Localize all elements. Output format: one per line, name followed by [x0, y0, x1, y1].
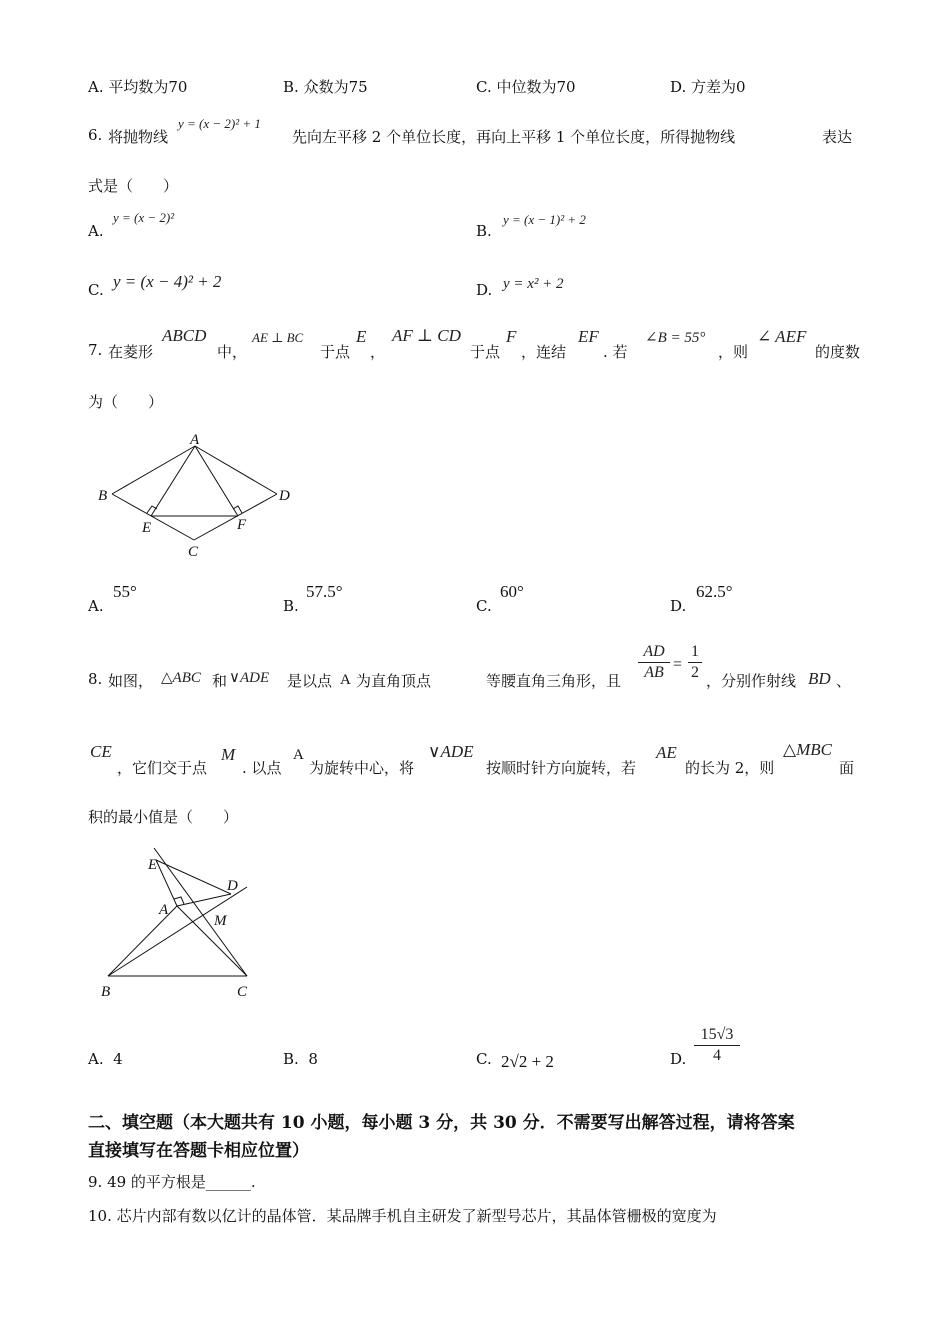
- q7-fig-label-d: D: [279, 488, 290, 504]
- q8-ray-ce: CE: [90, 742, 112, 761]
- q8-text-4: 为直角顶点: [356, 672, 432, 690]
- q8-text-9: . 以点: [242, 759, 282, 777]
- q8-fig-label-a: A: [159, 902, 169, 918]
- q6-option-b-expr: y = (x − 1)² + 2: [503, 212, 586, 227]
- q7-fig-label-c: C: [188, 544, 199, 560]
- q6-text-3: 表达: [822, 128, 853, 146]
- q8-text-7: 、: [836, 672, 852, 690]
- q7-perp-ae-bc: AE ⊥ BC: [252, 330, 304, 345]
- q6-option-c-letter: C.: [88, 281, 104, 299]
- q7-option-a-value: 55°: [113, 582, 137, 601]
- q6-option-a-expr: y = (x − 2)²: [113, 210, 175, 225]
- q7-fig-label-a: A: [190, 432, 200, 448]
- q6-option-c-expr: y = (x − 4)² + 2: [113, 272, 222, 291]
- q6-option-a-letter: A.: [88, 222, 104, 240]
- q8-text-3: 是以点: [287, 672, 333, 690]
- q6-option-d-letter: D.: [476, 281, 493, 299]
- q7-text-3: 于点: [320, 343, 351, 361]
- q6-option-b-letter: B.: [476, 222, 492, 240]
- section-2-title-line-1: 二、填空题（本大题共有 10 小题，每小题 3 分，共 30 分．不需要写出解答过程，请将答案: [88, 1113, 795, 1133]
- q8-text-6: ，分别作射线: [706, 672, 797, 690]
- q8-text-13: 面: [839, 759, 855, 777]
- q8-triangle-ade: ∨ADE: [229, 670, 270, 686]
- q8-point-a: A: [340, 672, 351, 688]
- q8-text: 如图，: [108, 672, 154, 690]
- q8-ray-bd: BD: [808, 669, 831, 688]
- q7-option-d-letter: D.: [670, 597, 687, 615]
- q8-option-d-fraction: [694, 1026, 740, 1065]
- q8-fraction-numerator: AD: [643, 643, 665, 660]
- q8-fig-label-b: B: [101, 984, 111, 1000]
- q7-point-e: E: [356, 327, 367, 346]
- q7-option-b-value: 57.5°: [306, 582, 343, 601]
- q8-equals: =: [673, 656, 683, 673]
- q8-text-2: 和: [212, 672, 228, 690]
- q5-option-a: A. 平均数为70: [88, 78, 188, 96]
- q6-parabola-expr: y = (x − 2)² + 1: [178, 116, 261, 131]
- q8-text-5: 等腰直角三角形，且: [486, 672, 622, 690]
- q7-text-4: 于点: [470, 343, 501, 361]
- q8-fig-label-c: C: [237, 984, 248, 1000]
- q7-point-f: F: [506, 327, 517, 346]
- q8-option-b: B. 8: [283, 1050, 318, 1068]
- q7-text: 在菱形: [108, 343, 154, 361]
- q8-triangle-ade-2: ∨ADE: [428, 742, 474, 761]
- q7-option-a-letter: A.: [88, 597, 104, 615]
- q7-rhombus-name: ABCD: [162, 326, 207, 345]
- q8-option-a: A. 4: [88, 1050, 123, 1068]
- q8-half-denominator: 2: [691, 664, 699, 681]
- q7-text-5: ，连结: [521, 343, 567, 361]
- q7-fig-label-f: F: [237, 517, 247, 533]
- q6-text-2: 先向左平移 2 个单位长度，再向上平移 1 个单位长度，所得抛物线: [292, 128, 736, 146]
- q8-option-c-value: 2√2 + 2: [501, 1052, 554, 1071]
- q7-text-6: . 若: [603, 343, 628, 361]
- q7-text-2: 中，: [217, 343, 248, 361]
- q8-fraction-ad-ab: [638, 643, 670, 682]
- q8-fig-label-d: D: [227, 878, 238, 894]
- q7-fig-label-b: B: [98, 488, 108, 504]
- q7-option-d-value: 62.5°: [696, 582, 733, 601]
- q6-option-d-expr: y = x² + 2: [503, 276, 564, 292]
- q8-half-numerator: 1: [691, 643, 699, 660]
- q7-option-c-value: 60°: [500, 582, 524, 601]
- q7-text-8: 的度数: [815, 343, 861, 361]
- q8-segment-ae: AE: [656, 743, 677, 762]
- q8-fig-label-m: M: [214, 913, 227, 929]
- q8-option-d-letter: D.: [670, 1050, 687, 1068]
- q8-fig-label-e: E: [148, 857, 158, 873]
- q7-segment-ef: EF: [578, 327, 599, 346]
- q7-angle-b: ∠B = 55°: [645, 330, 706, 346]
- q7-comma: ，: [370, 343, 386, 361]
- q5-option-c: C. 中位数为70: [476, 78, 576, 96]
- q8-text-14: 积的最小值是（ ）: [88, 808, 239, 826]
- q8-figure: [92, 838, 262, 1004]
- q6-text-4: 式是（ ）: [88, 177, 179, 195]
- q8-text-12: 的长为 2，则: [685, 759, 775, 777]
- q7-text-7: ，则: [718, 343, 749, 361]
- q8-triangle-mbc: △MBC: [783, 740, 832, 759]
- q5-option-b: B. 众数为75: [283, 78, 368, 96]
- q8-option-d-denominator: 4: [713, 1047, 721, 1064]
- q7-rhombus-figure: [90, 428, 300, 560]
- q8-fraction-denominator: AB: [644, 664, 664, 681]
- q7-fig-label-e: E: [142, 520, 152, 536]
- q8-number: 8.: [88, 670, 103, 688]
- section-2-title-line-2: 直接填写在答题卡相应位置）: [88, 1141, 309, 1161]
- question-9: 9. 49 的平方根是______.: [88, 1173, 256, 1191]
- q8-fraction-half: [688, 643, 702, 682]
- q7-angle-aef: ∠ AEF: [757, 327, 807, 346]
- q7-text-9: 为（ ）: [88, 393, 164, 411]
- q7-option-b-letter: B.: [283, 597, 299, 615]
- q7-number: 7.: [88, 341, 103, 359]
- q8-triangle-abc: △ABC: [161, 670, 201, 686]
- q7-perp-af-cd: AF ⊥ CD: [392, 326, 461, 345]
- q8-text-10: 为旋转中心，将: [309, 759, 415, 777]
- q8-option-d-numerator: 15√3: [700, 1026, 734, 1043]
- q5-option-d: D. 方差为0: [670, 78, 746, 96]
- q8-point-a-2: A: [293, 747, 304, 763]
- q8-option-c-letter: C.: [476, 1050, 492, 1068]
- q6-text: 将抛物线: [108, 128, 169, 146]
- q8-text-11: 按顺时针方向旋转，若: [486, 759, 637, 777]
- q8-text-8: ，它们交于点: [117, 759, 208, 777]
- q6-number: 6.: [88, 126, 103, 144]
- q7-option-c-letter: C.: [476, 597, 492, 615]
- question-10: 10. 芯片内部有数以亿计的晶体管．某品牌手机自主研发了新型号芯片，其晶体管栅极的宽度为: [88, 1207, 717, 1225]
- q8-point-m: M: [221, 745, 236, 764]
